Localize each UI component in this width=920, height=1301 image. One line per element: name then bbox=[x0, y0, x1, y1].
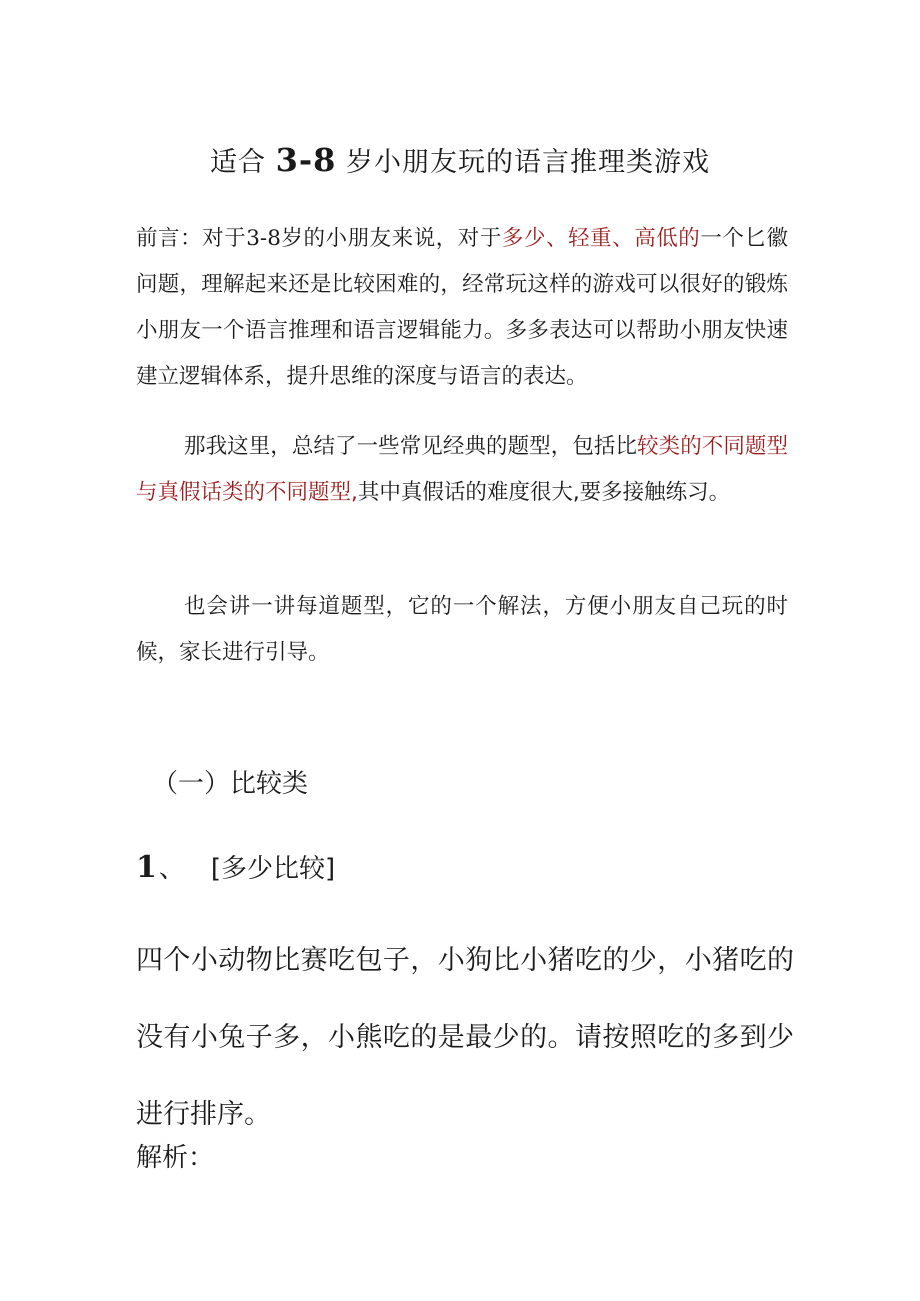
section-heading: （一）比较类 bbox=[152, 769, 309, 799]
question-heading bbox=[136, 846, 335, 894]
intro-p2-text-b: 其中真假话的难度很大,要多接触练习。 bbox=[357, 480, 731, 505]
intro-p2-highlight: 较类的不同题型与真假话类的不同题型, bbox=[136, 434, 788, 505]
question-separator: 、 bbox=[158, 854, 185, 884]
intro-paragraph-1 bbox=[136, 216, 788, 400]
title-suffix: 岁小朋友玩的语言推理类游戏 bbox=[346, 147, 710, 178]
question-text: 四个小动物比赛吃包子，小狗比小猪吃的少，小猪吃的没有小兔子多，小熊吃的是最少的。请按照吃的多到少进行排序。 bbox=[136, 945, 794, 1130]
title-prefix: 适合 bbox=[210, 147, 266, 178]
intro-p1-highlight: 多少、轻重、高低的 bbox=[501, 226, 701, 251]
intro-p2-text-a: 那我这里，总结了一些常见经典的题型，包括比 bbox=[184, 434, 638, 459]
intro-p1-text-b: 岁的小朋友来说，对于 bbox=[280, 226, 502, 251]
intro-p3-text: 也会讲一讲每道题型，它的一个解法，方便小朋友自己玩的时候，家长进行引导。 bbox=[136, 594, 788, 665]
intro-p1-text-a: 前言：对于 bbox=[136, 226, 247, 251]
intro-p1-text-c: 一个匕徽问题，理解起来还是比较困难的，经常玩这样的游戏可以很好的锻炼小朋友一个语言推理和语言逻辑能力。多多表达可以帮助小朋友快速建立逻辑体系，提升思维的深度与语言的表达。 bbox=[136, 226, 788, 389]
page-title bbox=[0, 138, 920, 185]
question-title: [多少比较] bbox=[210, 854, 336, 884]
analysis-label: 解析： bbox=[136, 1143, 215, 1173]
question-number: 1 bbox=[136, 850, 157, 885]
intro-p1-age: 3-8 bbox=[246, 226, 281, 251]
intro-paragraph-2 bbox=[136, 424, 788, 516]
title-age-range: 3-8 bbox=[275, 141, 337, 179]
intro-paragraph-3 bbox=[136, 584, 788, 676]
